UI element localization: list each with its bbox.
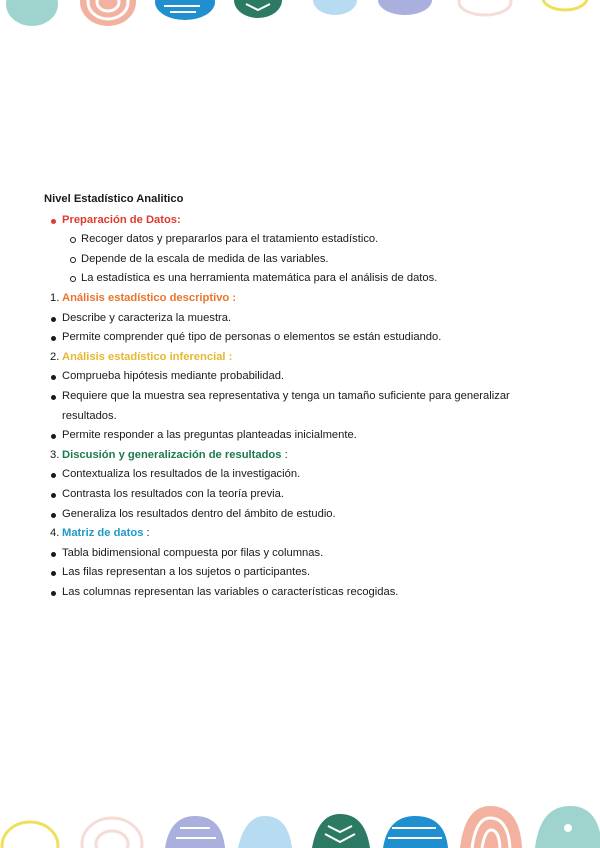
list-item: Tabla bidimensional compuesta por filas y columnas.: [44, 544, 544, 564]
list-item: Permite comprender qué tipo de personas o elementos se están estudiando.: [44, 328, 544, 348]
lavender-blob-decoration: [378, 0, 432, 15]
list-item: Las columnas representan las variables o características recogidas.: [44, 583, 544, 603]
blue-striped-blob-decoration: [155, 0, 215, 20]
bullet-icon: [51, 591, 56, 596]
green-blob-decoration: [234, 0, 282, 18]
bullet-icon: [51, 513, 56, 518]
list-item: Contextualiza los resultados de la investigación.: [44, 465, 544, 485]
light-blue-blob-decoration: [238, 816, 292, 848]
section-heading-descriptive: 1. Análisis estadístico descriptivo :: [50, 291, 237, 304]
list-item: Contrasta los resultados con la teoría previa.: [44, 485, 544, 505]
teal-blob-decoration: [6, 0, 58, 26]
list-item: Permite responder a las preguntas planteadas inicialmente.: [44, 426, 544, 446]
light-blue-blob-decoration: [313, 0, 357, 15]
bullet-icon: [51, 473, 56, 478]
bullet-icon: [51, 336, 56, 341]
bottom-decorative-border: [0, 798, 600, 848]
bullet-icon: [51, 571, 56, 576]
section-heading-discussion: 3. Discusión y generalización de resultados :: [50, 448, 288, 461]
document-body: [44, 190, 544, 602]
blue-striped-blob-decoration: [383, 816, 448, 848]
bullet-icon: [51, 493, 56, 498]
coral-swirl-decoration: [80, 0, 136, 26]
list-item: Recoger datos y prepararlos para el tratamiento estadístico.: [44, 230, 544, 250]
list-item: Las filas representan a los sujetos o participantes.: [44, 563, 544, 583]
section-heading-inferential: 2. Análisis estadístico inferencial :: [50, 350, 233, 363]
preparation-heading: Preparación de Datos:: [62, 213, 181, 226]
preparation-heading-item: [44, 211, 544, 231]
list-item: La estadística es una herramienta matemática para el análisis de datos.: [44, 269, 544, 289]
bullet-icon: [51, 317, 56, 322]
bullet-icon: [51, 395, 56, 400]
bullet-icon: [51, 219, 56, 224]
bullet-icon: [51, 552, 56, 557]
green-blob-decoration: [312, 814, 370, 848]
section-heading-data-matrix: 4. Matriz de datos :: [50, 527, 150, 540]
list-item: Comprueba hipótesis mediante probabilidad.: [44, 367, 544, 387]
bullet-icon: [51, 434, 56, 439]
list-item: Generaliza los resultados dentro del ámbito de estudio.: [44, 505, 544, 525]
document-title: Nivel Estadístico Analitico: [44, 193, 184, 205]
top-decorative-border: [0, 0, 600, 30]
list-item: Describe y caracteriza la muestra.: [44, 309, 544, 329]
pink-swirl-decoration: [82, 818, 142, 848]
teal-blob-decoration: [535, 806, 600, 848]
lavender-striped-blob-decoration: [165, 816, 225, 848]
yellow-ring-decoration: [2, 822, 58, 848]
hollow-bullet-icon: [70, 257, 76, 263]
coral-swirl-decoration: [460, 806, 522, 848]
list-item: Depende de la escala de medida de las variables.: [44, 250, 544, 270]
yellow-ring-decoration: [543, 0, 587, 10]
hollow-bullet-icon: [70, 237, 76, 243]
pink-swirl-decoration: [459, 0, 511, 15]
hollow-bullet-icon: [70, 276, 76, 282]
list-item: Requiere que la muestra sea representativa y tenga un tamaño suficiente para generalizar resultados.: [44, 387, 544, 426]
bullet-icon: [51, 375, 56, 380]
